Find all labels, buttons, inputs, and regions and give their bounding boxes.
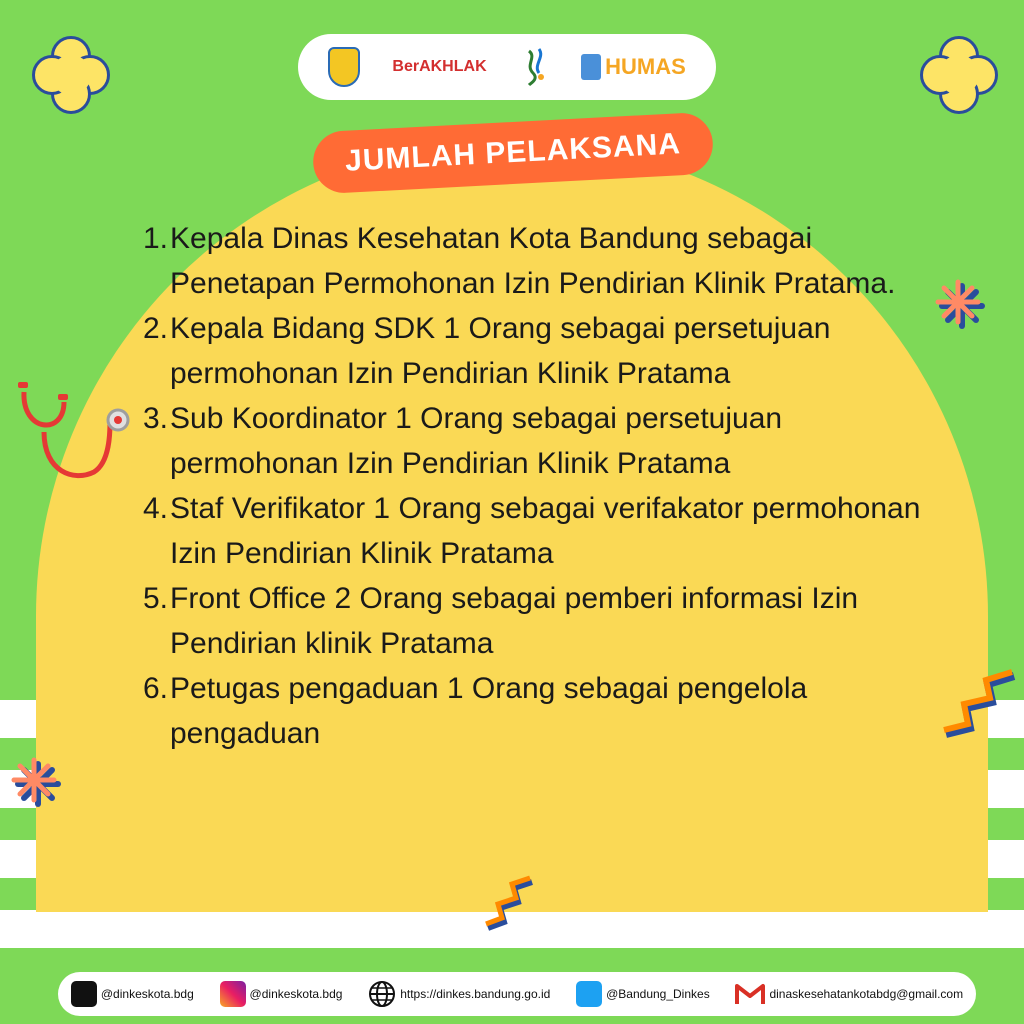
crest-logo — [328, 47, 360, 87]
list-item — [136, 486, 946, 576]
stethoscope-icon — [14, 372, 134, 492]
globe-icon — [368, 980, 396, 1008]
twitter-handle: @Bandung_Dinkes — [606, 987, 710, 1001]
item-text: Sub Koordinator 1 Orang sebagai persetujuan permohonan Izin Pendirian Klinik Pratama — [170, 402, 783, 480]
header-logos — [298, 34, 716, 100]
asterisk-icon — [932, 276, 988, 332]
list-item — [136, 396, 946, 486]
item-number: 2. — [142, 312, 168, 345]
social-footer — [58, 972, 976, 1016]
item-text: Petugas pengaduan 1 Orang sebagai pengelola pengaduan — [170, 672, 808, 750]
gmail-icon — [735, 982, 765, 1006]
list-item — [136, 576, 946, 666]
instagram-icon — [220, 981, 246, 1007]
crest-icon — [328, 47, 360, 87]
humas-mark-icon — [581, 54, 601, 80]
instagram-link[interactable] — [220, 981, 343, 1007]
flower-icon — [32, 36, 110, 114]
executor-list — [136, 216, 946, 756]
tiktok-link[interactable] — [71, 981, 194, 1007]
item-number: 5. — [142, 582, 168, 615]
zigzag-icon — [480, 874, 540, 934]
item-number: 6. — [142, 672, 168, 705]
item-text: Kepala Dinas Kesehatan Kota Bandung sebagai Penetapan Permohonan Izin Pendirian Klinik Pratama. — [170, 222, 896, 300]
item-number: 3. — [142, 402, 168, 435]
list-item — [136, 306, 946, 396]
email-link[interactable] — [735, 982, 963, 1006]
flower-icon — [920, 36, 998, 114]
website-url: https://dinkes.bandung.go.id — [400, 987, 551, 1001]
tiktok-icon — [71, 981, 97, 1007]
item-text: Staf Verifikator 1 Orang sebagai verifakator permohonan Izin Pendirian Klinik Pratama — [170, 492, 921, 570]
list-item — [136, 666, 946, 756]
bandung-icon — [519, 47, 549, 87]
asterisk-icon — [8, 754, 64, 810]
email-address: dinaskesehatankotabdg@gmail.com — [769, 987, 964, 1001]
instagram-handle: @dinkeskota.bdg — [249, 987, 343, 1001]
page-title: JUMLAH PELAKSANA — [344, 127, 682, 178]
tiktok-handle: @dinkeskota.bdg — [100, 987, 194, 1001]
twitter-icon — [576, 981, 602, 1007]
list-item — [136, 216, 946, 306]
humas-label: HUMAS — [605, 54, 686, 79]
zigzag-icon — [940, 662, 1020, 742]
berakhlak-label: BerAKHLAK — [392, 58, 487, 75]
bandung-logo — [519, 47, 549, 87]
website-link[interactable] — [368, 980, 550, 1008]
twitter-link[interactable] — [576, 981, 710, 1007]
humas-logo — [581, 54, 686, 80]
item-text: Kepala Bidang SDK 1 Orang sebagai persetujuan permohonan Izin Pendirian Klinik Pratama — [170, 312, 831, 390]
item-text: Front Office 2 Orang sebagai pemberi informasi Izin Pendirian klinik Pratama — [170, 582, 859, 660]
berakhlak-logo — [392, 58, 486, 76]
item-number: 1. — [142, 222, 168, 255]
item-number: 4. — [142, 492, 168, 525]
